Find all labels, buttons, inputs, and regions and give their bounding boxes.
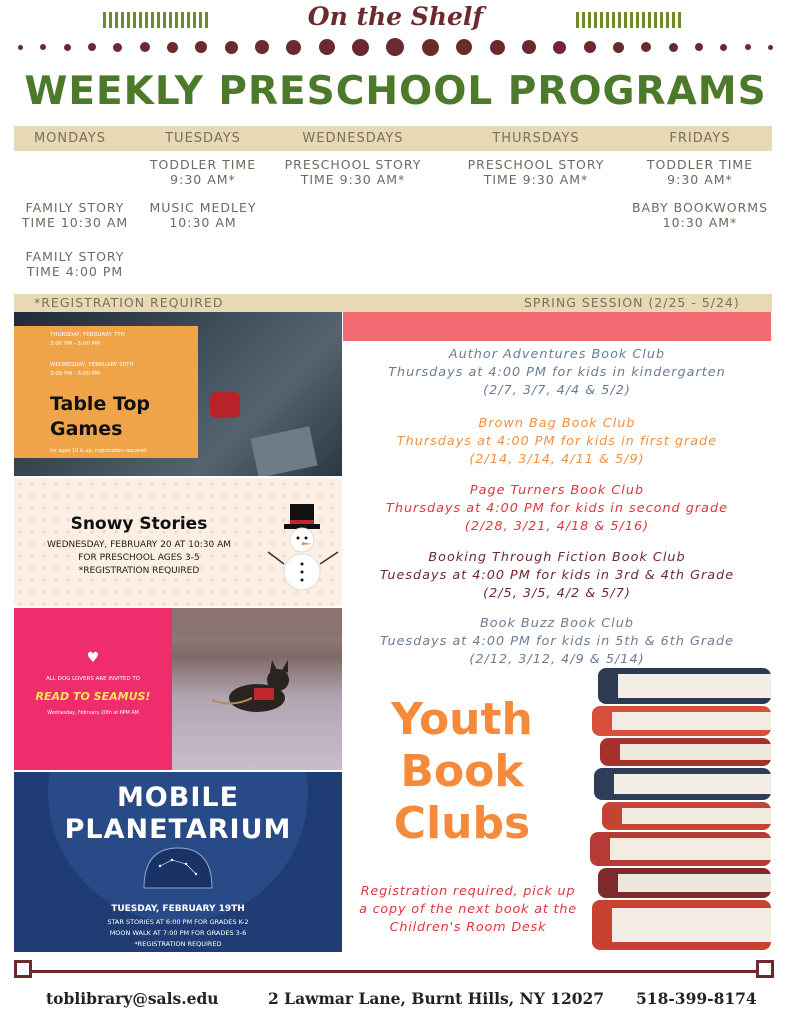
dog-photo xyxy=(172,608,342,770)
snowy-line-3: *REGISTRATION REQUIRED xyxy=(78,566,200,576)
footer-corner-box-right xyxy=(756,960,774,978)
club-book-buzz: Book Buzz Book Club Tuesdays at 4:00 PM for kids in 5th & 6th Grade (2/12, 3/12, 4/9 & 5/14) xyxy=(380,616,734,667)
masthead: On the Shelf xyxy=(307,2,484,31)
seamus-invite: ALL DOG LOVERS ARE INVITED TO xyxy=(45,676,141,682)
footer-email[interactable]: toblibrary@sals.edu xyxy=(46,989,219,1008)
tabletop-card xyxy=(14,326,198,458)
snowy-line-2: FOR PRESCHOOL AGES 3-5 xyxy=(78,553,200,563)
heart-icon: ♥ xyxy=(86,650,100,666)
tuesday-slot-2: MUSIC MEDLEY 10:30 AM xyxy=(149,200,257,230)
dome-tent-icon xyxy=(140,844,216,892)
tabletop-games-panel xyxy=(14,312,342,476)
seamus-title: READ TO SEAMUS! xyxy=(35,690,151,703)
seamus-date: Wednesday, February 20th at 6PM AM xyxy=(47,711,139,716)
friday-slot-1: TODDLER TIME 9:30 AM* xyxy=(646,157,754,187)
tabletop-date-2: WEDNESDAY, FEBRUARY 20TH xyxy=(50,362,134,368)
header-dot-divider xyxy=(18,36,773,58)
day-wednesday: WEDNESDAYS xyxy=(302,131,404,146)
day-friday: FRIDAYS xyxy=(669,131,731,146)
snowy-line-1: WEDNESDAY, FEBRUARY 20 AT 10:30 AM xyxy=(46,540,232,550)
tuesday-slot-1: TODDLER TIME 9:30 AM* xyxy=(149,157,257,187)
couch-back-image xyxy=(172,608,342,636)
club-author-adventures: Author Adventures Book Club Thursdays at 4:00 PM for kids in kindergarten (2/7, 3/7, 4/4 & 5/2) xyxy=(388,347,726,398)
game-board-image xyxy=(250,426,317,476)
tabletop-title: Table Top Games xyxy=(50,393,151,440)
read-to-seamus-panel xyxy=(14,608,172,770)
monday-slot-2: FAMILY STORY TIME 4:00 PM xyxy=(25,249,125,279)
tabletop-note: for ages 10 & up, registration required xyxy=(50,448,147,454)
footer-phone[interactable]: 518-399-8174 xyxy=(636,989,757,1008)
tabletop-time-1: 3:00 PM - 5:00 PM xyxy=(50,341,100,347)
planetarium-title: MOBILE PLANETARIUM xyxy=(64,782,292,845)
planetarium-date: TUESDAY, FEBRUARY 19TH xyxy=(111,904,245,914)
day-monday: MONDAYS xyxy=(33,131,107,146)
friday-slot-2: BABY BOOKWORMS 10:30 AM* xyxy=(631,200,768,230)
session-dates: SPRING SESSION (2/25 - 5/24) xyxy=(524,295,740,310)
salmon-banner xyxy=(343,312,771,341)
snowy-stories-panel xyxy=(14,478,342,606)
die-image xyxy=(210,392,240,418)
youth-registration-note: Registration required, pick up a copy of the next book at the Children's Room Desk xyxy=(359,884,577,935)
thursday-slot-1: PRESCHOOL STORY TIME 9:30 AM* xyxy=(467,157,605,187)
wednesday-slot-1: PRESCHOOL STORY TIME 9:30 AM* xyxy=(284,157,422,187)
tabletop-date-1: THURSDAY, FEBRUARY 7TH xyxy=(50,332,125,338)
tabletop-time-2: 2:00 PM - 5:00 PM xyxy=(50,371,100,377)
day-thursday: THURSDAYS xyxy=(492,131,580,146)
monday-slot-1: FAMILY STORY TIME 10:30 AM xyxy=(21,200,129,230)
footer-corner-box-left xyxy=(14,960,32,978)
club-brown-bag: Brown Bag Book Club Thursdays at 4:00 PM for kids in first grade (2/14, 3/14, 4/11 & 5/9) xyxy=(396,416,718,467)
snowy-title: Snowy Stories xyxy=(70,514,208,534)
registration-note: *REGISTRATION REQUIRED xyxy=(34,295,224,310)
footer-address: 2 Lawmar Lane, Burnt Hills, NY 12027 xyxy=(268,989,605,1008)
planetarium-line-1: STAR STORIES AT 6:00 PM FOR GRADES K-2 xyxy=(107,918,249,926)
dog-image xyxy=(202,658,302,728)
book-stack-image xyxy=(584,668,771,952)
youth-book-clubs-heading: Youth Book Clubs xyxy=(391,694,533,849)
day-tuesday: TUESDAYS xyxy=(165,131,241,146)
club-page-turners: Page Turners Book Club Thursdays at 4:00 PM for kids in second grade (2/28, 3/21, 4/18 & 5/16) xyxy=(386,483,728,534)
footer-divider-line xyxy=(24,970,766,973)
planetarium-line-3: *REGISTRATION REQUIRED xyxy=(134,940,222,948)
mobile-planetarium-panel xyxy=(14,772,342,952)
page-title: WEEKLY PRESCHOOL PROGRAMS xyxy=(24,69,767,114)
club-booking-through-fiction: Booking Through Fiction Book Club Tuesdays at 4:00 PM for kids in 3rd & 4th Grade (2/5, 3/5, 4/2 & 5/7) xyxy=(379,550,735,601)
snowman-icon xyxy=(264,498,342,598)
planetarium-line-2: MOON WALK AT 7:00 PM FOR GRADES 3-6 xyxy=(109,929,247,937)
